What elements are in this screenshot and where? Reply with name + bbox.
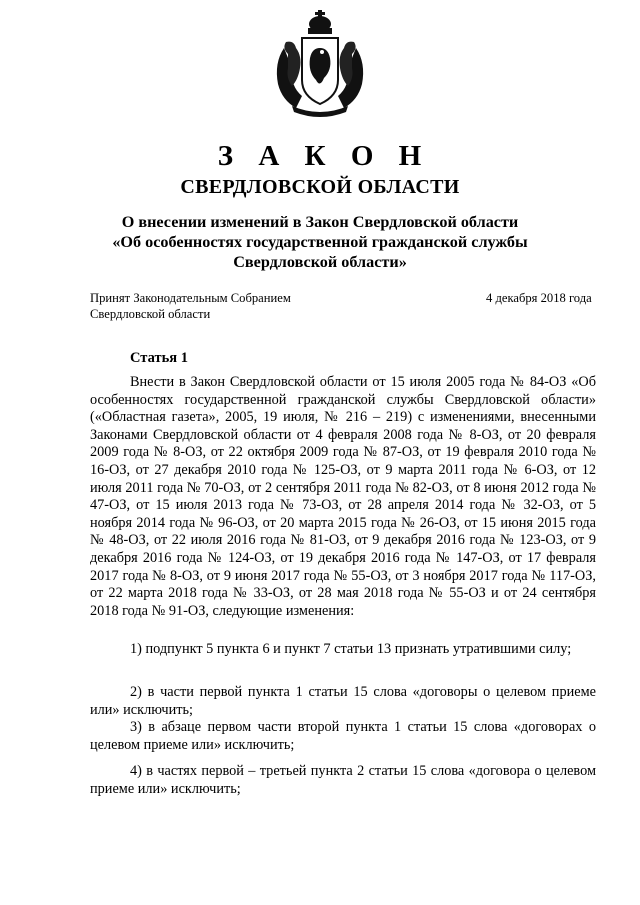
adopted-by <box>90 291 291 322</box>
heading-line: О внесении изменений в Закон Свердловской области <box>121 213 519 231</box>
law-heading <box>60 212 580 272</box>
adopted-line: Принят Законодательным Собранием <box>90 291 291 305</box>
article-main-paragraph: Внести в Закон Свердловской области от 15 июля 2005 года № 84-ОЗ «Об особенностях государственной гражданской службы Свердловской области» («Областная газета», 2005, 19 июля, № 216 – 219) с изменениями, внесенными Законами Свердловской области от 4 февраля 2008 года № 8-ОЗ, от 20 февраля 2009 года № 8-ОЗ, от 22 октября 2009 года № 87-ОЗ, от 19 февраля 2010 года № 16-ОЗ, от 27 декабря 2010 года № 125-ОЗ, от 9 марта 2011 года № 6-ОЗ, от 12 июля 2011 года № 70-ОЗ, от 2 сентября 2011 года № 82-ОЗ, от 8 июня 2012 года № 47-ОЗ, от 15 июля 2013 года № 73-ОЗ, от 28 апреля 2014 года № 32-ОЗ, от 5 ноября 2014 года № 96-ОЗ, от 20 марта 2015 года № 26-ОЗ, от 15 июня 2015 года № 48-ОЗ, от 22 июля 2016 года № 81-ОЗ, от 9 декабря 2016 года № 123-ОЗ, от 9 декабря 2016 года № 124-ОЗ, от 19 декабря 2016 года № 147-ОЗ, от 17 февраля 2017 года № 8-ОЗ, от 9 июня 2017 года № 55-ОЗ, от 3 ноября 2017 года № 117-ОЗ, от 22 марта 2018 года № 33-ОЗ, от 28 мая 2018 года № 55-ОЗ и от 24 сентября 2018 года № 91-ОЗ, следующие изменения: <box>90 374 596 619</box>
adopted-line: Свердловской области <box>90 306 211 321</box>
adoption-date: 4 декабря 2018 года <box>486 291 592 305</box>
amendment-item: 3) в абзаце первом части второй пункта 1 статьи 15 слова «договорах о целевом приеме или» исключить; <box>90 719 596 753</box>
heading-line: Свердловской области» <box>233 253 407 271</box>
amendment-item: 4) в частях первой – третьей пункта 2 статьи 15 слова «договора о целевом приеме или» исключить; <box>90 763 596 797</box>
law-region: СВЕРДЛОВСКОЙ ОБЛАСТИ <box>180 176 460 198</box>
amendment-item: 2) в части первой пункта 1 статьи 15 слова «договоры о целевом приеме или» исключить; <box>90 684 596 718</box>
article-title: Статья 1 <box>130 350 188 366</box>
coat-of-arms-emblem <box>262 8 378 118</box>
amendment-item: 1) подпункт 5 пункта 6 и пункт 7 статьи 13 признать утратившими силу; <box>130 641 572 657</box>
heading-line: «Об особенностях государственной гражданской службы <box>112 233 528 251</box>
law-title: З А К О Н <box>217 140 431 172</box>
